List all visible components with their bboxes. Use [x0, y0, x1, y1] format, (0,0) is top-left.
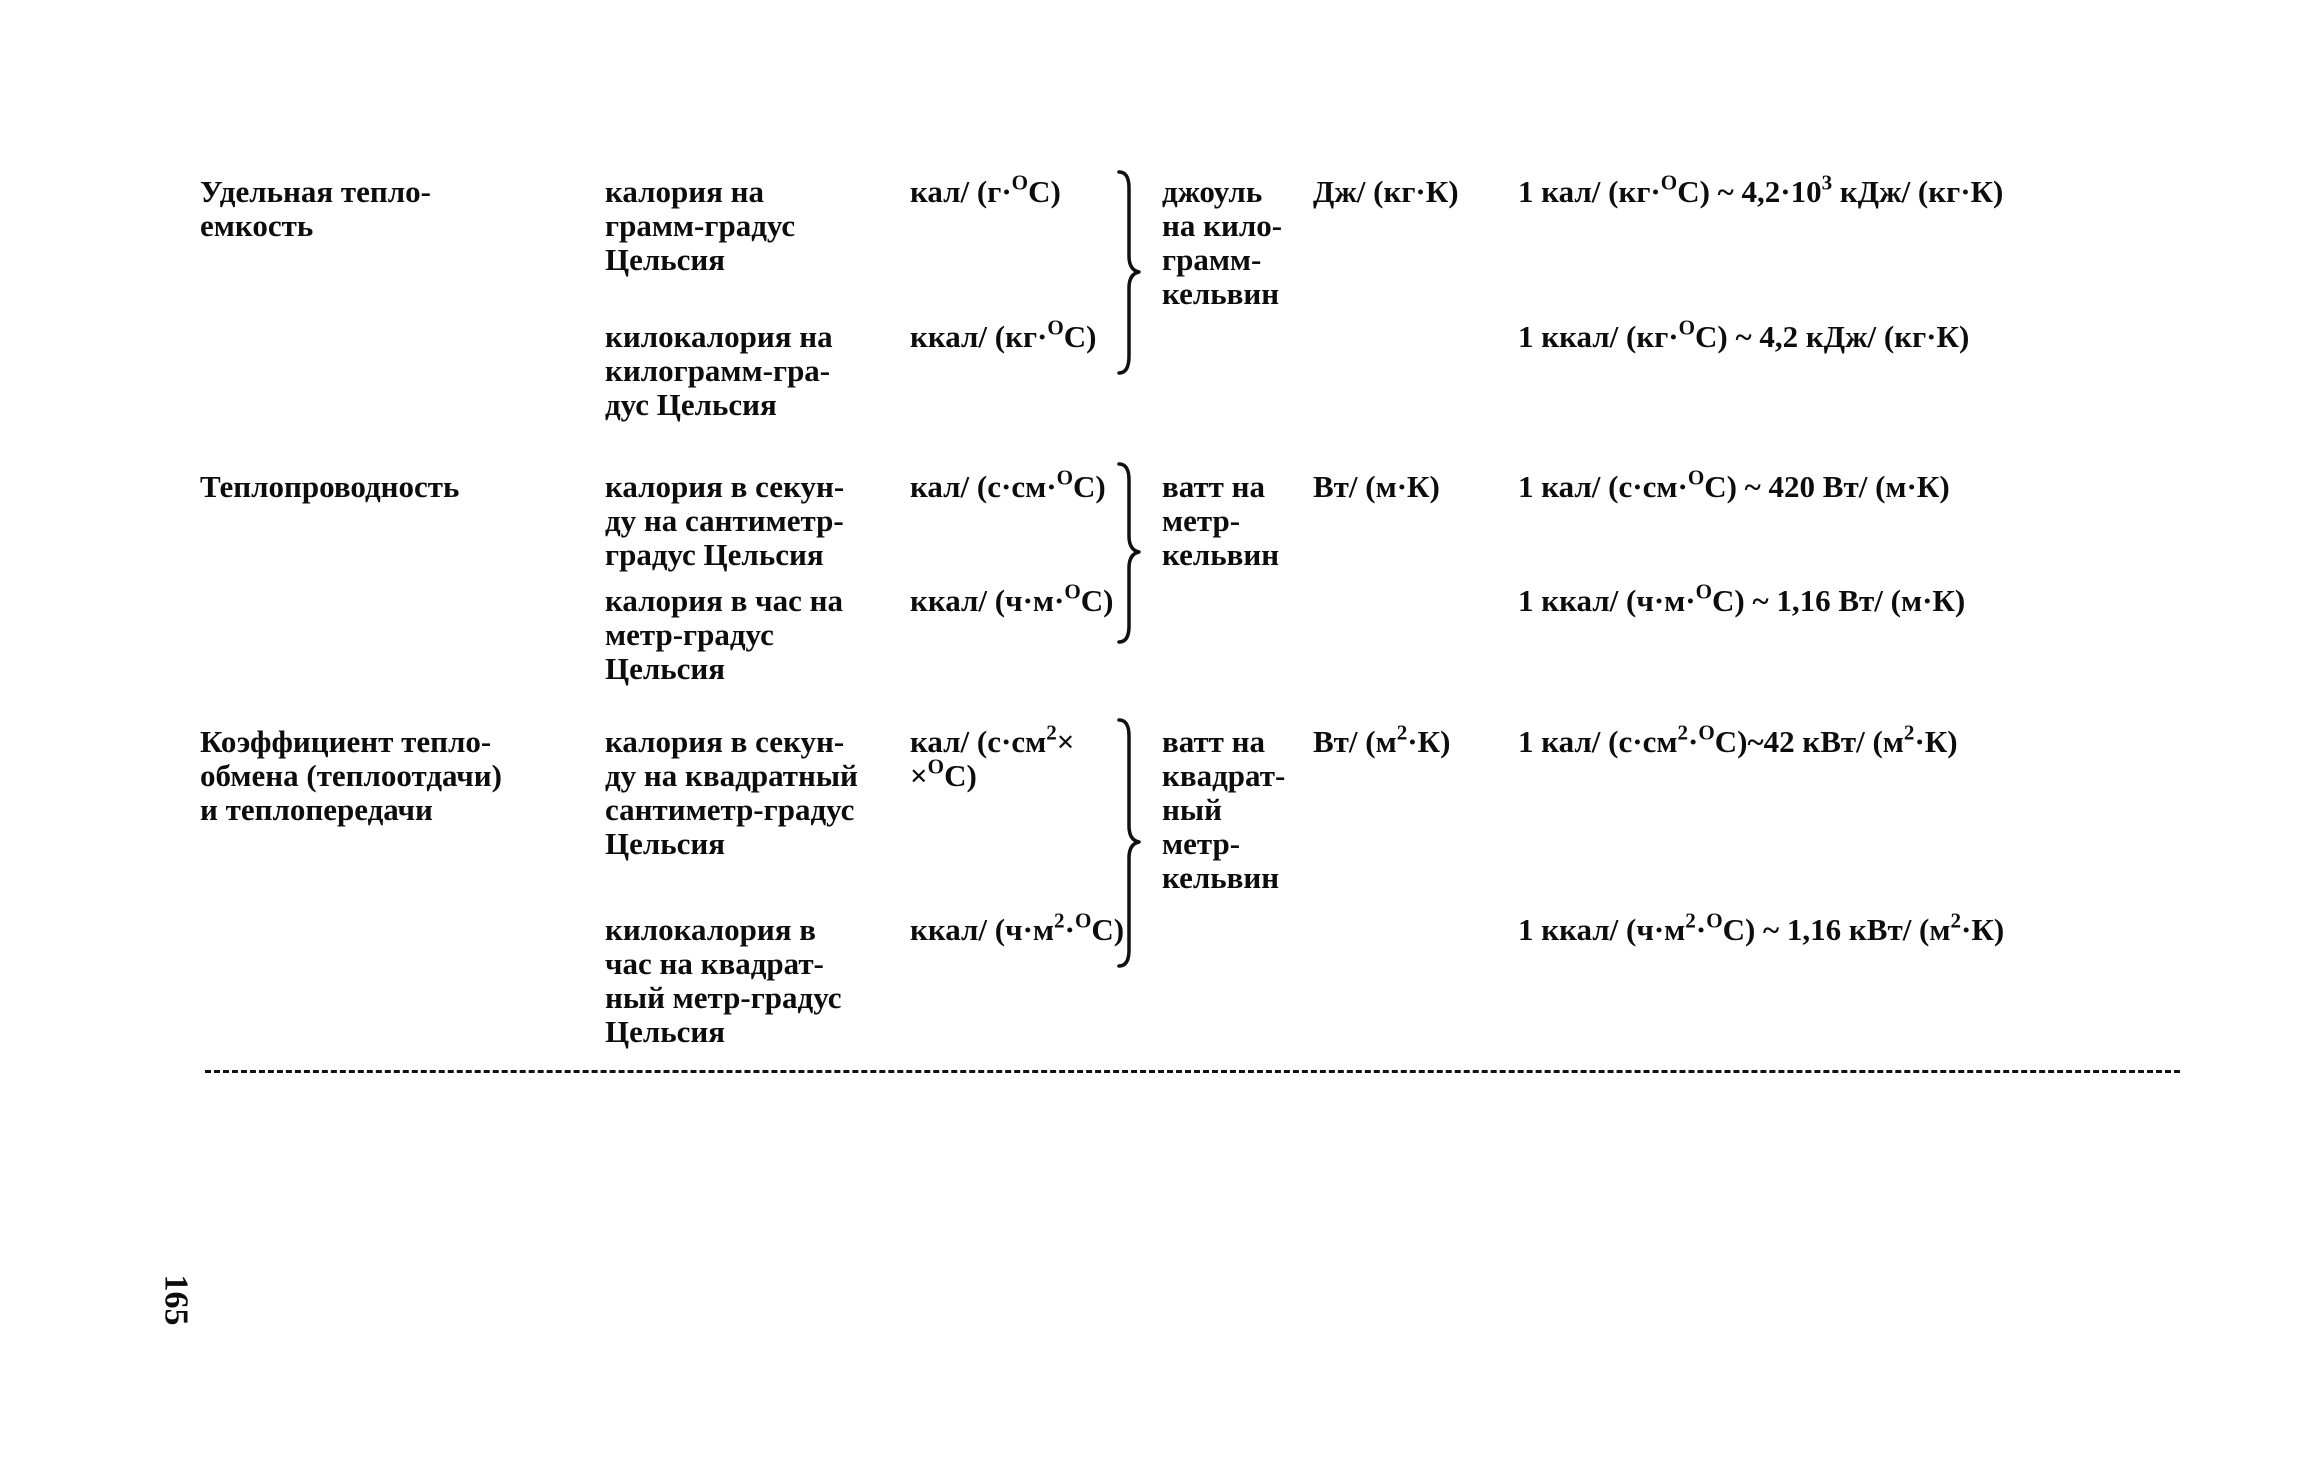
si-unit-symbol: Дж/ (кг·К)	[1313, 174, 1459, 209]
unit-name-kcal-per-hour-sq-meter-degree: килокалория в час на квадрат- ный метр-градус Цельсия	[605, 912, 842, 1049]
unit-name-cal-per-hour-meter-degree: калория в час на метр-градус Цельсия	[605, 583, 844, 686]
table-bottom-rule	[205, 1070, 2180, 1073]
unit-symbol: ккал/ (ч·м·$^O$C)	[910, 579, 1114, 618]
conversion-relation: 1 ккал/ (ч·м·$^O$C) ~ 1,16 Вт/ (м·К)	[1518, 579, 1966, 618]
conversion-relation: 1 кал/ (кг·$^O$C) ~ $4,2\cdot 10^3$ кДж/ (кг·К)	[1518, 170, 2004, 209]
right-curly-brace	[1113, 170, 1143, 375]
unit-name-cal-per-second-sq-cm-degree: калория в секун- ду на квадратный сантиметр-градус Цельсия	[605, 724, 858, 861]
unit-name-cal-per-second-cm-degree: калория в секун- ду на сантиметр- градус Цельсия	[605, 469, 845, 572]
unit-name-kcal-per-kg-degree: килокалория на килограмм-гра- дус Цельсия	[605, 319, 833, 422]
conversion-relation: 1 кал/ (с·см·$^O$C) ~ 420 Вт/ (м·К)	[1518, 465, 1950, 504]
quantity-specific-heat: Удельная тепло- емкость	[200, 174, 431, 243]
si-unit-symbol: Вт/ $(м^2\cdot К)$	[1313, 720, 1451, 759]
si-unit-symbol: Вт/ (м·К)	[1313, 469, 1440, 504]
si-unit-name-joule-per-kg-kelvin: джоуль на кило- грамм- кельвин	[1162, 174, 1283, 311]
si-unit-name-watt-per-sq-meter-kelvin: ватт на квадрат- ный метр- кельвин	[1162, 724, 1286, 895]
page-number: 165	[157, 1274, 195, 1326]
unit-symbol: кал/ (с·см·$^O$C)	[910, 465, 1106, 504]
conversion-relation: 1 ккал/ (кг·$^O$C) ~ 4,2 кДж/ (кг·К)	[1518, 315, 1970, 354]
conversion-relation: 1 ккал/ $(ч\cdot м^2\cdot^OC)$ ~ 1,16 кВт/ $(м^2\cdot К)$	[1518, 908, 2005, 947]
conversion-relation: 1 кал/ $(с\cdot см^2\cdot^OC)\sim 42$ кВт/ $(м^2\cdot К)$	[1518, 720, 1958, 759]
si-unit-name-watt-per-meter-kelvin: ватт на метр- кельвин	[1162, 469, 1280, 572]
right-curly-brace	[1113, 462, 1143, 644]
quantity-heat-transfer-coefficient: Коэффициент тепло- обмена (теплоотдачи) и теплопередачи	[200, 724, 502, 827]
unit-name-cal-per-gram-degree: калория на грамм-градус Цельсия	[605, 174, 796, 277]
unit-symbol: кал/ ($с\cdot см^2\times$ ×$^O$C)	[910, 720, 1075, 793]
unit-symbol: кал/ (г·$^O$C)	[910, 170, 1061, 209]
quantity-thermal-conductivity: Теплопроводность	[200, 469, 460, 504]
unit-symbol: ккал/ $(ч\cdot м^2\cdot^OC)$	[910, 908, 1125, 947]
unit-symbol: ккал/ (кг·$^O$C)	[910, 315, 1097, 354]
